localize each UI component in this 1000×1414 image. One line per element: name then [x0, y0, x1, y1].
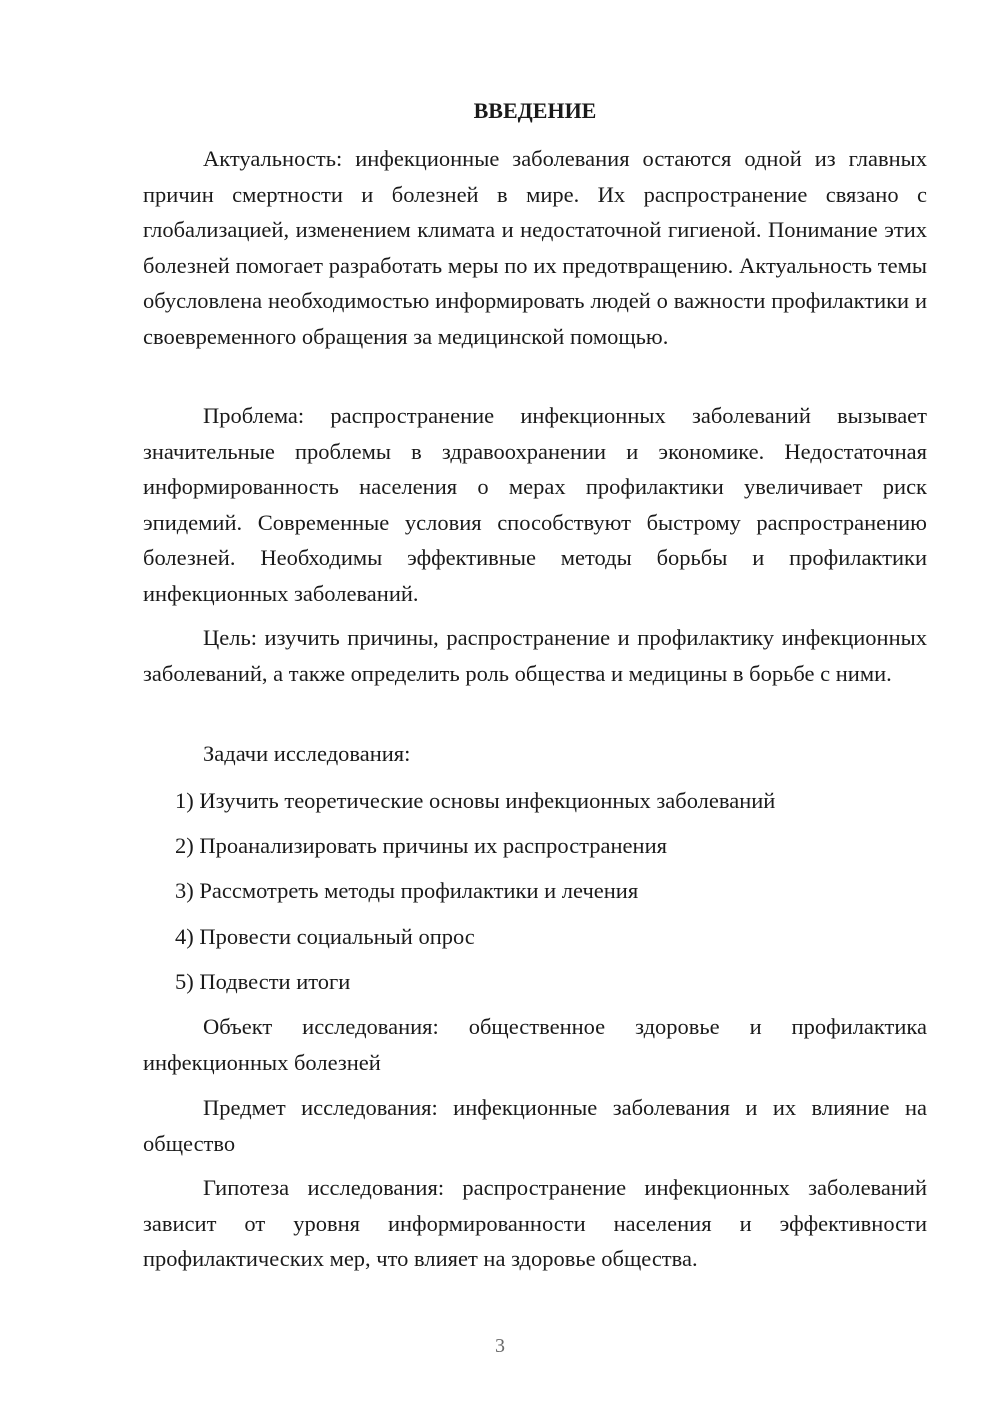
task-item: 5) Подвести итоги: [175, 969, 351, 994]
paragraph-hypothesis: Гипотеза исследования: распространение инфекционных заболеваний зависит от уровня информированности населения и эффективности профилактических мер, что влияет на здоровье общества.: [143, 1175, 927, 1271]
task-item: 2) Проанализировать причины их распространения: [175, 833, 667, 858]
paragraph-object: Объект исследования: общественное здоровье и профилактика инфекционных болезней: [143, 1014, 927, 1075]
paragraph-subject: Предмет исследования: инфекционные заболевания и их влияние на общество: [143, 1095, 927, 1156]
task-item: 4) Провести социальный опрос: [175, 924, 475, 949]
tasks-heading: Задачи исследования:: [203, 741, 411, 766]
task-item: 3) Рассмотреть методы профилактики и лечения: [175, 878, 639, 903]
section-title: ВВЕДЕНИЕ: [473, 98, 597, 123]
task-item: 1) Изучить теоретические основы инфекционных заболеваний: [175, 788, 776, 813]
page-number: 3: [495, 1335, 505, 1357]
paragraph-goal: Цель: изучить причины, распространение и профилактику инфекционных заболеваний, а также определить роль общества и медицины в борьбе с ними.: [143, 625, 927, 686]
paragraph-relevance: Актуальность: инфекционные заболевания остаются одной из главных причин смертности и болезней в мире. Их распространение связано с глобализацией, изменением климата и недостаточной гигиеной. Понимание этих болезней помогает разработать меры по их предотвращению. Актуальность темы обусловлена необходимостью информировать людей о важности профилактики и своевременного обращения за медицинской помощью.: [143, 146, 927, 349]
paragraph-problem: Проблема: распространение инфекционных заболеваний вызывает значительные проблемы в здравоохранении и экономике. Недостаточная информированность населения о мерах профилактики увеличивает риск эпидемий. Современные условия способствуют быстрому распространению болезней. Необходимы эффективные методы борьбы и профилактики инфекционных заболеваний.: [143, 403, 927, 606]
